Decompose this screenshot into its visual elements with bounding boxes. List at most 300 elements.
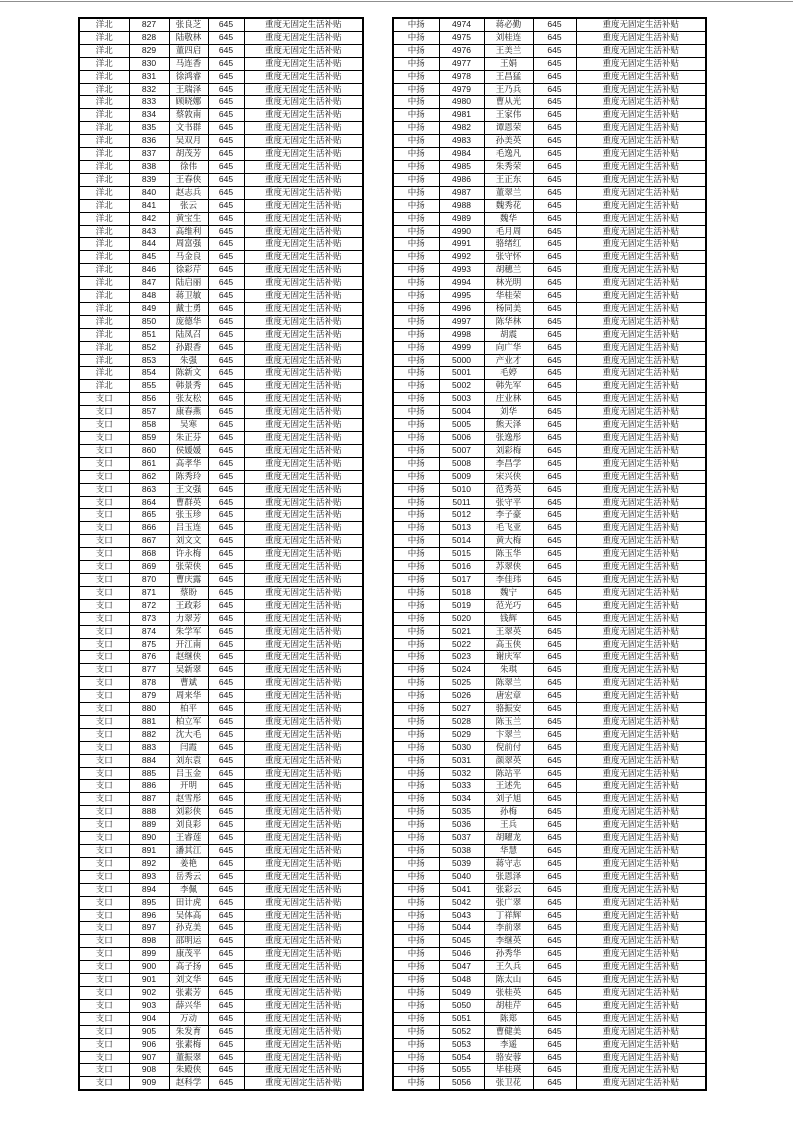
cell-serial: 4997 — [439, 315, 484, 328]
cell-amount: 645 — [533, 199, 576, 212]
cell-region: 支口 — [79, 419, 129, 432]
cell-region: 支口 — [79, 535, 129, 548]
cell-name: 岳秀云 — [169, 870, 208, 883]
cell-region: 中扬 — [393, 444, 439, 457]
cell-serial: 5045 — [439, 935, 484, 948]
cell-serial: 829 — [129, 44, 169, 57]
cell-region: 洋北 — [79, 225, 129, 238]
cell-subsidy: 重度无固定生活补贴 — [576, 561, 706, 574]
cell-subsidy: 重度无固定生活补贴 — [576, 599, 706, 612]
cell-subsidy: 重度无固定生活补贴 — [244, 870, 363, 883]
cell-region: 中扬 — [393, 728, 439, 741]
cell-serial: 882 — [129, 728, 169, 741]
table-row — [393, 109, 706, 122]
table-row — [393, 354, 706, 367]
cell-serial: 4991 — [439, 238, 484, 251]
cell-subsidy: 重度无固定生活补贴 — [244, 561, 363, 574]
cell-subsidy: 重度无固定生活补贴 — [576, 806, 706, 819]
cell-name: 曹庆露 — [169, 573, 208, 586]
cell-subsidy: 重度无固定生活补贴 — [244, 354, 363, 367]
cell-amount: 645 — [533, 638, 576, 651]
cell-name: 李前翠 — [484, 922, 533, 935]
cell-amount: 645 — [208, 715, 244, 728]
cell-region: 支口 — [79, 896, 129, 909]
cell-serial: 873 — [129, 612, 169, 625]
cell-serial: 5051 — [439, 1012, 484, 1025]
cell-region: 中扬 — [393, 419, 439, 432]
cell-subsidy: 重度无固定生活补贴 — [576, 690, 706, 703]
cell-amount: 645 — [208, 664, 244, 677]
cell-amount: 645 — [208, 741, 244, 754]
cell-region: 中扬 — [393, 625, 439, 638]
cell-amount: 645 — [533, 264, 576, 277]
cell-serial: 832 — [129, 83, 169, 96]
table-row — [393, 819, 706, 832]
cell-region: 中扬 — [393, 690, 439, 703]
cell-region: 支口 — [79, 1025, 129, 1038]
cell-amount: 645 — [533, 883, 576, 896]
subsidy-table-left — [78, 17, 364, 1091]
table-row — [79, 173, 363, 186]
cell-subsidy: 重度无固定生活补贴 — [576, 819, 706, 832]
cell-serial: 5014 — [439, 535, 484, 548]
cell-serial: 844 — [129, 238, 169, 251]
cell-name: 朱正芬 — [169, 432, 208, 445]
cell-name: 高孝华 — [169, 457, 208, 470]
cell-name: 产业才 — [484, 354, 533, 367]
cell-serial: 5033 — [439, 780, 484, 793]
table-row — [393, 999, 706, 1012]
cell-name: 李子豪 — [484, 509, 533, 522]
cell-serial: 4981 — [439, 109, 484, 122]
cell-amount: 645 — [208, 638, 244, 651]
cell-subsidy: 重度无固定生活补贴 — [576, 586, 706, 599]
cell-region: 支口 — [79, 883, 129, 896]
table-row — [393, 573, 706, 586]
table-row — [79, 1064, 363, 1077]
cell-subsidy: 重度无固定生活补贴 — [576, 367, 706, 380]
cell-subsidy: 重度无固定生活补贴 — [244, 728, 363, 741]
cell-region: 洋北 — [79, 354, 129, 367]
cell-name: 陈翠兰 — [484, 677, 533, 690]
cell-name: 毛飞亚 — [484, 522, 533, 535]
table-row — [79, 986, 363, 999]
cell-region: 中扬 — [393, 44, 439, 57]
cell-region: 中扬 — [393, 715, 439, 728]
cell-name: 陈太山 — [484, 974, 533, 987]
cell-name: 王政彩 — [169, 599, 208, 612]
table-row — [393, 793, 706, 806]
cell-subsidy: 重度无固定生活补贴 — [244, 315, 363, 328]
cell-serial: 5000 — [439, 354, 484, 367]
cell-subsidy: 重度无固定生活补贴 — [576, 870, 706, 883]
table-row — [393, 638, 706, 651]
cell-serial: 898 — [129, 935, 169, 948]
cell-region: 中扬 — [393, 974, 439, 987]
cell-subsidy: 重度无固定生活补贴 — [244, 380, 363, 393]
cell-region: 中扬 — [393, 135, 439, 148]
cell-subsidy: 重度无固定生活补贴 — [244, 832, 363, 845]
cell-serial: 4983 — [439, 135, 484, 148]
cell-subsidy: 重度无固定生活补贴 — [576, 999, 706, 1012]
cell-region: 中扬 — [393, 819, 439, 832]
cell-amount: 645 — [533, 664, 576, 677]
cell-name: 谭恩荣 — [484, 122, 533, 135]
table-row — [393, 457, 706, 470]
cell-serial: 4996 — [439, 302, 484, 315]
table-row — [393, 148, 706, 161]
table-row — [393, 122, 706, 135]
cell-serial: 5039 — [439, 857, 484, 870]
cell-subsidy: 重度无固定生活补贴 — [576, 715, 706, 728]
cell-serial: 885 — [129, 767, 169, 780]
table-row — [393, 664, 706, 677]
cell-name: 陈新文 — [169, 367, 208, 380]
cell-region: 支口 — [79, 444, 129, 457]
cell-subsidy: 重度无固定生活补贴 — [576, 509, 706, 522]
cell-name: 毛逸凡 — [484, 148, 533, 161]
cell-region: 中扬 — [393, 909, 439, 922]
table-row — [79, 444, 363, 457]
cell-subsidy: 重度无固定生活补贴 — [576, 406, 706, 419]
cell-name: 曹斌 — [169, 677, 208, 690]
cell-name: 陆启丽 — [169, 277, 208, 290]
table-row — [79, 599, 363, 612]
table-row — [79, 148, 363, 161]
table-row — [79, 535, 363, 548]
cell-serial: 5050 — [439, 999, 484, 1012]
cell-name: 赵志兵 — [169, 186, 208, 199]
cell-amount: 645 — [533, 173, 576, 186]
cell-subsidy: 重度无固定生活补贴 — [244, 44, 363, 57]
table-row — [393, 741, 706, 754]
cell-amount: 645 — [208, 677, 244, 690]
cell-amount: 645 — [533, 870, 576, 883]
cell-name: 杨同美 — [484, 302, 533, 315]
table-row — [79, 806, 363, 819]
cell-region: 中扬 — [393, 999, 439, 1012]
cell-name: 胡桂芹 — [484, 999, 533, 1012]
cell-name: 钱辉 — [484, 612, 533, 625]
cell-amount: 645 — [208, 806, 244, 819]
cell-serial: 5010 — [439, 483, 484, 496]
cell-amount: 645 — [533, 535, 576, 548]
cell-amount: 645 — [208, 315, 244, 328]
cell-subsidy: 重度无固定生活补贴 — [576, 857, 706, 870]
cell-name: 朱琪 — [484, 664, 533, 677]
cell-name: 宋兴侠 — [484, 470, 533, 483]
cell-region: 中扬 — [393, 173, 439, 186]
table-row — [393, 496, 706, 509]
cell-subsidy: 重度无固定生活补贴 — [244, 586, 363, 599]
cell-amount: 645 — [533, 561, 576, 574]
cell-subsidy: 重度无固定生活补贴 — [244, 612, 363, 625]
table-row — [393, 393, 706, 406]
table-row — [79, 832, 363, 845]
cell-name: 吴体高 — [169, 909, 208, 922]
cell-region: 支口 — [79, 625, 129, 638]
table-row — [393, 328, 706, 341]
cell-serial: 897 — [129, 922, 169, 935]
cell-region: 中扬 — [393, 238, 439, 251]
cell-region: 中扬 — [393, 896, 439, 909]
table-row — [79, 1038, 363, 1051]
cell-name: 魏华 — [484, 212, 533, 225]
cell-name: 张荣侠 — [169, 561, 208, 574]
cell-name: 邵明运 — [169, 935, 208, 948]
cell-region: 中扬 — [393, 948, 439, 961]
cell-serial: 887 — [129, 793, 169, 806]
cell-name: 赵雪彤 — [169, 793, 208, 806]
cell-amount: 645 — [533, 135, 576, 148]
cell-name: 王正东 — [484, 173, 533, 186]
table-row — [79, 715, 363, 728]
cell-amount: 645 — [208, 367, 244, 380]
cell-serial: 893 — [129, 870, 169, 883]
cell-serial: 5032 — [439, 767, 484, 780]
table-row — [393, 535, 706, 548]
cell-serial: 875 — [129, 638, 169, 651]
cell-region: 洋北 — [79, 302, 129, 315]
cell-serial: 5021 — [439, 625, 484, 638]
cell-serial: 892 — [129, 857, 169, 870]
table-row — [79, 135, 363, 148]
cell-region: 中扬 — [393, 432, 439, 445]
cell-amount: 645 — [208, 31, 244, 44]
cell-serial: 4979 — [439, 83, 484, 96]
cell-region: 支口 — [79, 948, 129, 961]
cell-name: 柏平 — [169, 703, 208, 716]
cell-amount: 645 — [208, 728, 244, 741]
cell-amount: 645 — [208, 586, 244, 599]
cell-region: 洋北 — [79, 173, 129, 186]
cell-region: 中扬 — [393, 806, 439, 819]
cell-region: 中扬 — [393, 302, 439, 315]
cell-subsidy: 重度无固定生活补贴 — [244, 31, 363, 44]
cell-subsidy: 重度无固定生活补贴 — [576, 380, 706, 393]
cell-region: 洋北 — [79, 160, 129, 173]
cell-subsidy: 重度无固定生活补贴 — [244, 457, 363, 470]
cell-amount: 645 — [208, 83, 244, 96]
cell-name: 陆凤召 — [169, 328, 208, 341]
table-row — [79, 767, 363, 780]
cell-region: 支口 — [79, 754, 129, 767]
cell-name: 熊天泽 — [484, 419, 533, 432]
cell-name: 陈郑 — [484, 1012, 533, 1025]
cell-name: 董翠兰 — [484, 186, 533, 199]
cell-name: 刘华 — [484, 406, 533, 419]
cell-amount: 645 — [208, 264, 244, 277]
cell-subsidy: 重度无固定生活补贴 — [244, 793, 363, 806]
cell-subsidy: 重度无固定生活补贴 — [244, 883, 363, 896]
cell-name: 王春侠 — [169, 173, 208, 186]
cell-amount: 645 — [533, 522, 576, 535]
cell-subsidy: 重度无固定生活补贴 — [244, 393, 363, 406]
table-row — [393, 599, 706, 612]
cell-region: 支口 — [79, 767, 129, 780]
cell-amount: 645 — [533, 1025, 576, 1038]
cell-serial: 862 — [129, 470, 169, 483]
table-row — [79, 690, 363, 703]
cell-region: 支口 — [79, 470, 129, 483]
cell-name: 张玉珍 — [169, 509, 208, 522]
cell-subsidy: 重度无固定生活补贴 — [244, 135, 363, 148]
cell-name: 张桂英 — [484, 986, 533, 999]
cell-subsidy: 重度无固定生活补贴 — [576, 83, 706, 96]
cell-name: 周来华 — [169, 690, 208, 703]
cell-amount: 645 — [533, 367, 576, 380]
cell-name: 周富强 — [169, 238, 208, 251]
table-row — [79, 780, 363, 793]
cell-amount: 645 — [208, 1051, 244, 1064]
cell-region: 中扬 — [393, 457, 439, 470]
cell-amount: 645 — [533, 496, 576, 509]
cell-amount: 645 — [533, 122, 576, 135]
cell-subsidy: 重度无固定生活补贴 — [576, 741, 706, 754]
table-row — [393, 212, 706, 225]
cell-amount: 645 — [208, 122, 244, 135]
cell-serial: 5026 — [439, 690, 484, 703]
cell-name: 刘文华 — [169, 974, 208, 987]
cell-subsidy: 重度无固定生活补贴 — [576, 677, 706, 690]
cell-region: 支口 — [79, 1064, 129, 1077]
cell-name: 陈玉华 — [484, 548, 533, 561]
cell-serial: 5003 — [439, 393, 484, 406]
cell-region: 支口 — [79, 935, 129, 948]
cell-region: 中扬 — [393, 1051, 439, 1064]
cell-serial: 872 — [129, 599, 169, 612]
table-row — [79, 380, 363, 393]
table-row — [79, 1012, 363, 1025]
table-row — [79, 432, 363, 445]
cell-name: 王娟 — [484, 57, 533, 70]
table-row — [79, 677, 363, 690]
cell-region: 支口 — [79, 999, 129, 1012]
cell-subsidy: 重度无固定生活补贴 — [576, 251, 706, 264]
cell-amount: 645 — [208, 561, 244, 574]
cell-subsidy: 重度无固定生活补贴 — [576, 845, 706, 858]
cell-subsidy: 重度无固定生活补贴 — [576, 948, 706, 961]
cell-name: 王述先 — [484, 780, 533, 793]
cell-amount: 645 — [208, 302, 244, 315]
cell-subsidy: 重度无固定生活补贴 — [244, 302, 363, 315]
cell-amount: 645 — [208, 328, 244, 341]
table-row — [393, 238, 706, 251]
cell-name: 徐伟 — [169, 160, 208, 173]
table-row — [79, 290, 363, 303]
cell-subsidy: 重度无固定生活补贴 — [576, 31, 706, 44]
cell-region: 中扬 — [393, 509, 439, 522]
cell-region: 中扬 — [393, 109, 439, 122]
cell-region: 中扬 — [393, 380, 439, 393]
cell-name: 陆敬林 — [169, 31, 208, 44]
cell-name: 吴新翠 — [169, 664, 208, 677]
cell-region: 洋北 — [79, 122, 129, 135]
cell-region: 中扬 — [393, 290, 439, 303]
cell-serial: 869 — [129, 561, 169, 574]
cell-region: 支口 — [79, 793, 129, 806]
table-row — [79, 664, 363, 677]
cell-serial: 4974 — [439, 18, 484, 31]
cell-subsidy: 重度无固定生活补贴 — [244, 780, 363, 793]
cell-serial: 4986 — [439, 173, 484, 186]
cell-amount: 645 — [208, 832, 244, 845]
cell-amount: 645 — [208, 380, 244, 393]
table-row — [79, 277, 363, 290]
cell-name: 高维利 — [169, 225, 208, 238]
cell-subsidy: 重度无固定生活补贴 — [244, 961, 363, 974]
cell-subsidy: 重度无固定生活补贴 — [244, 767, 363, 780]
cell-serial: 5023 — [439, 651, 484, 664]
cell-region: 中扬 — [393, 780, 439, 793]
cell-serial: 5047 — [439, 961, 484, 974]
table-row — [393, 845, 706, 858]
cell-region: 支口 — [79, 819, 129, 832]
cell-amount: 645 — [208, 341, 244, 354]
cell-serial: 5009 — [439, 470, 484, 483]
cell-region: 支口 — [79, 961, 129, 974]
table-row — [393, 986, 706, 999]
cell-subsidy: 重度无固定生活补贴 — [576, 199, 706, 212]
cell-region: 中扬 — [393, 586, 439, 599]
cell-name: 蒋必勤 — [484, 18, 533, 31]
cell-subsidy: 重度无固定生活补贴 — [576, 625, 706, 638]
cell-serial: 858 — [129, 419, 169, 432]
cell-name: 开明 — [169, 780, 208, 793]
cell-region: 中扬 — [393, 535, 439, 548]
cell-serial: 5016 — [439, 561, 484, 574]
cell-region: 中扬 — [393, 1064, 439, 1077]
cell-region: 中扬 — [393, 354, 439, 367]
cell-amount: 645 — [208, 1038, 244, 1051]
cell-subsidy: 重度无固定生活补贴 — [576, 225, 706, 238]
cell-subsidy: 重度无固定生活补贴 — [576, 315, 706, 328]
cell-amount: 645 — [208, 999, 244, 1012]
cell-region: 中扬 — [393, 883, 439, 896]
cell-region: 支口 — [79, 974, 129, 987]
cell-serial: 863 — [129, 483, 169, 496]
cell-amount: 645 — [208, 819, 244, 832]
cell-region: 中扬 — [393, 148, 439, 161]
table-row — [79, 1077, 363, 1090]
table-row — [79, 754, 363, 767]
cell-subsidy: 重度无固定生活补贴 — [576, 57, 706, 70]
cell-serial: 849 — [129, 302, 169, 315]
cell-name: 潘其江 — [169, 845, 208, 858]
table-row — [79, 948, 363, 961]
cell-serial: 835 — [129, 122, 169, 135]
cell-region: 中扬 — [393, 367, 439, 380]
cell-region: 支口 — [79, 909, 129, 922]
cell-name: 骆安蓉 — [484, 1051, 533, 1064]
cell-serial: 5041 — [439, 883, 484, 896]
table-row — [79, 109, 363, 122]
table-row — [79, 922, 363, 935]
table-row — [393, 1064, 706, 1077]
cell-amount: 645 — [533, 315, 576, 328]
cell-serial: 841 — [129, 199, 169, 212]
cell-amount: 645 — [533, 419, 576, 432]
cell-region: 中扬 — [393, 767, 439, 780]
cell-amount: 645 — [533, 83, 576, 96]
cell-region: 中扬 — [393, 406, 439, 419]
cell-amount: 645 — [208, 793, 244, 806]
cell-serial: 868 — [129, 548, 169, 561]
cell-serial: 870 — [129, 573, 169, 586]
cell-subsidy: 重度无固定生活补贴 — [244, 986, 363, 999]
cell-name: 魏秀花 — [484, 199, 533, 212]
cell-subsidy: 重度无固定生活补贴 — [576, 896, 706, 909]
